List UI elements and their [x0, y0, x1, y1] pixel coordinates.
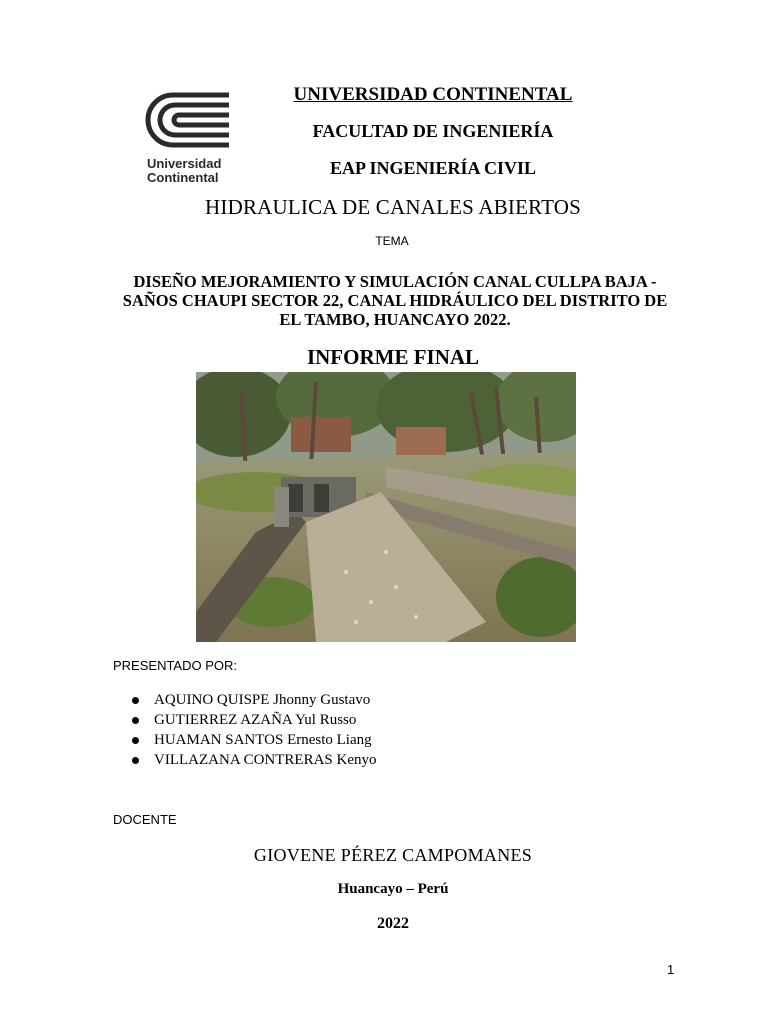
year: 2022	[377, 915, 409, 932]
canal-photo	[196, 372, 576, 642]
author-name: VILLAZANA CONTRERAS Kenyo	[154, 752, 377, 768]
presented-by-label: PRESENTADO POR:	[113, 658, 238, 673]
course-name: HIDRAULICA DE CANALES ABIERTOS	[205, 195, 581, 219]
report-title: INFORME FINAL	[306, 345, 480, 369]
bullet-icon	[132, 697, 139, 704]
bullet-icon	[132, 757, 139, 764]
bullet-icon	[132, 737, 139, 744]
author-name: GUTIERREZ AZAÑA Yul Russo	[154, 712, 357, 728]
logo-line-2: Continental	[147, 170, 219, 185]
bullet-icon	[132, 717, 139, 724]
faculty-name: FACULTAD DE INGENIERÍA	[312, 121, 554, 141]
page-number: 1	[667, 962, 675, 977]
list-item	[132, 690, 377, 710]
university-name: UNIVERSIDAD CONTINENTAL	[293, 84, 573, 105]
place: Huancayo – Perú	[337, 881, 449, 897]
logo-line-1: Universidad	[147, 156, 222, 171]
list-item	[132, 730, 377, 750]
docente-label: DOCENTE	[113, 812, 177, 827]
author-name: HUAMAN SANTOS Ernesto Liang	[154, 732, 372, 748]
thesis-title: DISEÑO MEJORAMIENTO Y SIMULACIÓN CANAL CULLPA BAJA - SAÑOS CHAUPI SECTOR 22, CANAL HIDRÁULICO DEL DISTRITO DE EL TAMBO, HUANCAYO 2022.	[122, 272, 668, 329]
list-item	[132, 750, 377, 770]
authors-list	[132, 690, 377, 770]
teacher-name: GIOVENE PÉREZ CAMPOMANES	[253, 845, 533, 865]
author-name: AQUINO QUISPE Jhonny Gustavo	[154, 692, 371, 708]
school-name: EAP INGENIERÍA CIVIL	[329, 158, 537, 178]
canal-photo-image	[196, 372, 576, 642]
list-item	[132, 710, 377, 730]
tema-label: TEMA	[375, 234, 409, 248]
